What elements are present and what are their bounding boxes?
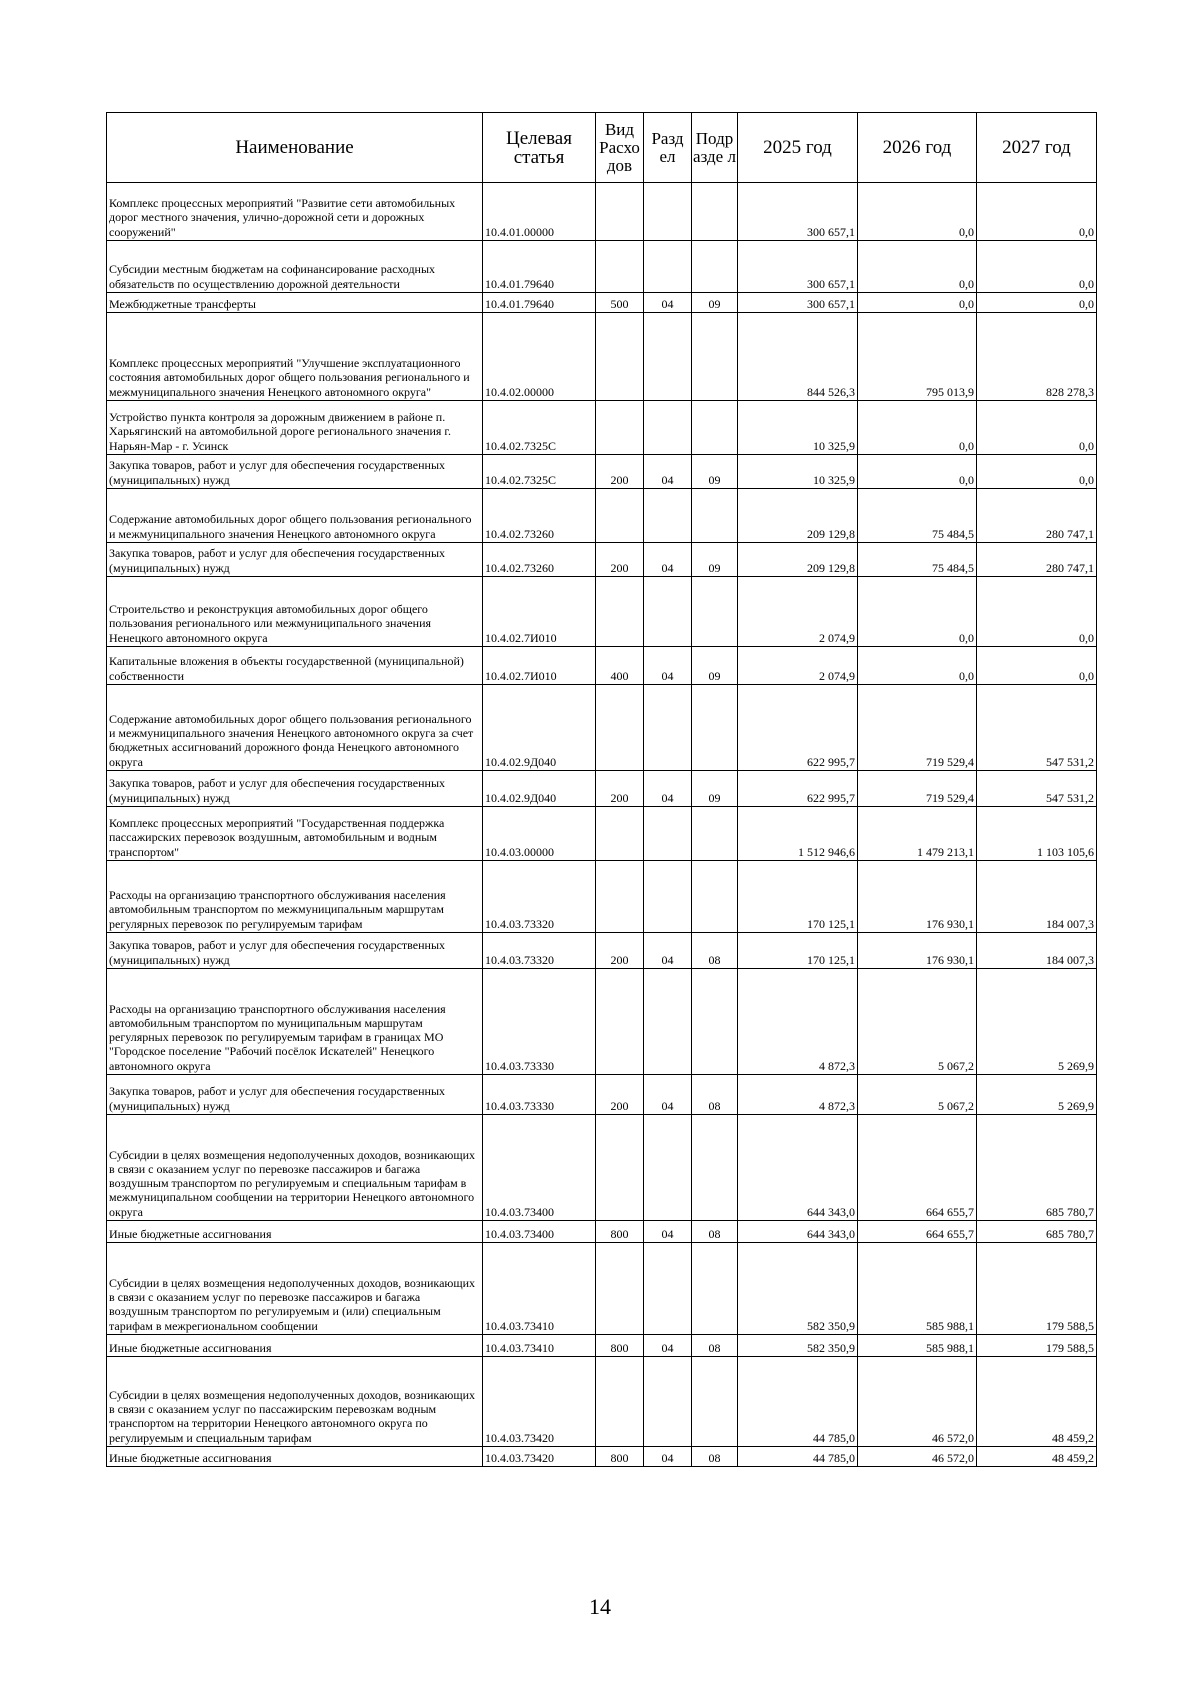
cell-year-2025: 4 872,3 xyxy=(738,969,858,1075)
cell-name: Устройство пункта контроля за дорожным движением в районе п. Харьягинский на автомобильной дороге регионального значения г. Нарьян-Мар - г. Усинск xyxy=(107,401,483,455)
cell-section: 04 xyxy=(644,293,692,313)
cell-expense-type xyxy=(596,685,644,771)
cell-year-2027: 0,0 xyxy=(977,293,1097,313)
cell-year-2027: 48 459,2 xyxy=(977,1447,1097,1467)
cell-expense-type xyxy=(596,401,644,455)
table-row xyxy=(107,969,1097,1075)
cell-section xyxy=(644,1115,692,1221)
cell-expense-type: 200 xyxy=(596,933,644,969)
cell-year-2025: 300 657,1 xyxy=(738,183,858,241)
cell-subsection: 09 xyxy=(692,543,738,577)
cell-year-2027: 0,0 xyxy=(977,647,1097,685)
cell-year-2025: 582 350,9 xyxy=(738,1243,858,1335)
cell-expense-type: 800 xyxy=(596,1335,644,1357)
cell-name: Иные бюджетные ассигнования xyxy=(107,1335,483,1357)
cell-year-2025: 10 325,9 xyxy=(738,455,858,489)
table-row xyxy=(107,543,1097,577)
table-row xyxy=(107,1243,1097,1335)
cell-year-2025: 644 343,0 xyxy=(738,1221,858,1243)
cell-year-2027: 48 459,2 xyxy=(977,1357,1097,1447)
cell-year-2025: 170 125,1 xyxy=(738,933,858,969)
cell-year-2027: 0,0 xyxy=(977,401,1097,455)
cell-expense-type: 800 xyxy=(596,1221,644,1243)
cell-expense-type xyxy=(596,241,644,293)
header-expense-type: Вид Расхо дов xyxy=(596,113,644,183)
cell-year-2025: 844 526,3 xyxy=(738,313,858,401)
cell-year-2027: 5 269,9 xyxy=(977,1075,1097,1115)
cell-year-2026: 0,0 xyxy=(858,241,977,293)
cell-year-2025: 170 125,1 xyxy=(738,861,858,933)
cell-expense-type: 800 xyxy=(596,1447,644,1467)
cell-year-2026: 1 479 213,1 xyxy=(858,807,977,861)
cell-year-2026: 5 067,2 xyxy=(858,1075,977,1115)
cell-section xyxy=(644,807,692,861)
cell-expense-type: 500 xyxy=(596,293,644,313)
cell-expense-type xyxy=(596,313,644,401)
header-year-2025: 2025 год xyxy=(738,113,858,183)
cell-target-article: 10.4.03.73330 xyxy=(483,1075,596,1115)
cell-section xyxy=(644,183,692,241)
cell-year-2025: 622 995,7 xyxy=(738,685,858,771)
cell-name: Субсидии в целях возмещения недополученных доходов, возникающих в связи с оказанием услуг по пассажирским перевозкам водным транспортом на территории Ненецкого автономного округа по регулируемым и специальным тарифам xyxy=(107,1357,483,1447)
cell-year-2027: 0,0 xyxy=(977,183,1097,241)
cell-year-2026: 0,0 xyxy=(858,577,977,647)
cell-subsection xyxy=(692,1357,738,1447)
cell-year-2027: 0,0 xyxy=(977,577,1097,647)
cell-section: 04 xyxy=(644,1221,692,1243)
cell-target-article: 10.4.03.73400 xyxy=(483,1221,596,1243)
cell-name: Комплекс процессных мероприятий "Государственная поддержка пассажирских перевозок воздушным, автомобильным и водным транспортом" xyxy=(107,807,483,861)
cell-year-2025: 644 343,0 xyxy=(738,1115,858,1221)
cell-expense-type: 200 xyxy=(596,455,644,489)
header-subsection: Подр азде л xyxy=(692,113,738,183)
table-row xyxy=(107,401,1097,455)
cell-year-2026: 795 013,9 xyxy=(858,313,977,401)
cell-year-2025: 622 995,7 xyxy=(738,771,858,807)
cell-name: Комплекс процессных мероприятий "Развитие сети автомобильных дорог местного значения, улично-дорожной сети и дорожных сооружений" xyxy=(107,183,483,241)
table-row xyxy=(107,933,1097,969)
cell-name: Содержание автомобильных дорог общего пользования регионального и межмуниципального значения Ненецкого автономного округа за счет бюджетных ассигнований дорожного фонда Ненецкого автономного округа xyxy=(107,685,483,771)
cell-year-2026: 5 067,2 xyxy=(858,969,977,1075)
cell-name: Иные бюджетные ассигнования xyxy=(107,1221,483,1243)
cell-subsection: 09 xyxy=(692,647,738,685)
cell-year-2026: 75 484,5 xyxy=(858,489,977,543)
cell-year-2026: 0,0 xyxy=(858,293,977,313)
cell-expense-type: 200 xyxy=(596,543,644,577)
cell-expense-type xyxy=(596,183,644,241)
cell-subsection: 09 xyxy=(692,771,738,807)
cell-target-article: 10.4.02.73260 xyxy=(483,489,596,543)
table-row xyxy=(107,647,1097,685)
cell-subsection xyxy=(692,1243,738,1335)
cell-year-2025: 300 657,1 xyxy=(738,293,858,313)
cell-name: Субсидии в целях возмещения недополученных доходов, возникающих в связи с оказанием услуг по перевозке пассажиров и багажа воздушным транспортом по регулируемым и (или) специальным тарифам в межрегиональном сообщении xyxy=(107,1243,483,1335)
cell-year-2027: 280 747,1 xyxy=(977,543,1097,577)
cell-year-2025: 44 785,0 xyxy=(738,1357,858,1447)
cell-subsection xyxy=(692,1115,738,1221)
cell-subsection: 08 xyxy=(692,1221,738,1243)
cell-year-2026: 719 529,4 xyxy=(858,771,977,807)
cell-year-2026: 75 484,5 xyxy=(858,543,977,577)
cell-subsection xyxy=(692,861,738,933)
table-row xyxy=(107,313,1097,401)
cell-year-2026: 664 655,7 xyxy=(858,1221,977,1243)
cell-year-2025: 2 074,9 xyxy=(738,577,858,647)
cell-expense-type: 200 xyxy=(596,1075,644,1115)
cell-target-article: 10.4.03.73400 xyxy=(483,1115,596,1221)
cell-subsection xyxy=(692,577,738,647)
cell-target-article: 10.4.03.73320 xyxy=(483,861,596,933)
cell-section xyxy=(644,489,692,543)
cell-section xyxy=(644,401,692,455)
cell-section xyxy=(644,1357,692,1447)
table-row xyxy=(107,577,1097,647)
cell-subsection: 09 xyxy=(692,293,738,313)
table-row xyxy=(107,241,1097,293)
cell-year-2025: 2 074,9 xyxy=(738,647,858,685)
cell-name: Иные бюджетные ассигнования xyxy=(107,1447,483,1467)
cell-year-2026: 0,0 xyxy=(858,647,977,685)
cell-year-2025: 300 657,1 xyxy=(738,241,858,293)
cell-year-2027: 1 103 105,6 xyxy=(977,807,1097,861)
cell-subsection: 08 xyxy=(692,1447,738,1467)
cell-target-article: 10.4.01.79640 xyxy=(483,293,596,313)
cell-section: 04 xyxy=(644,455,692,489)
cell-target-article: 10.4.02.9Д040 xyxy=(483,771,596,807)
table-row xyxy=(107,1335,1097,1357)
cell-target-article: 10.4.02.73260 xyxy=(483,543,596,577)
table-row xyxy=(107,807,1097,861)
cell-year-2027: 184 007,3 xyxy=(977,933,1097,969)
cell-target-article: 10.4.03.73320 xyxy=(483,933,596,969)
table-row xyxy=(107,1447,1097,1467)
cell-target-article: 10.4.03.73420 xyxy=(483,1357,596,1447)
cell-section: 04 xyxy=(644,543,692,577)
cell-name: Расходы на организацию транспортного обслуживания населения автомобильным транспортом по межмуниципальным маршрутам регулярных перевозок по регулируемым тарифам xyxy=(107,861,483,933)
cell-expense-type xyxy=(596,1115,644,1221)
cell-name: Комплекс процессных мероприятий "Улучшение эксплуатационного состояния автомобильных дорог общего пользования регионального и межмуниципального значения Ненецкого автономного округа" xyxy=(107,313,483,401)
header-year-2026: 2026 год xyxy=(858,113,977,183)
cell-target-article: 10.4.01.00000 xyxy=(483,183,596,241)
cell-target-article: 10.4.02.00000 xyxy=(483,313,596,401)
table-row xyxy=(107,1115,1097,1221)
cell-year-2025: 582 350,9 xyxy=(738,1335,858,1357)
cell-expense-type: 200 xyxy=(596,771,644,807)
cell-target-article: 10.4.03.73330 xyxy=(483,969,596,1075)
cell-name: Закупка товаров, работ и услуг для обеспечения государственных (муниципальных) нужд xyxy=(107,933,483,969)
cell-section xyxy=(644,313,692,401)
cell-section xyxy=(644,969,692,1075)
cell-expense-type: 400 xyxy=(596,647,644,685)
cell-name: Капитальные вложения в объекты государственной (муниципальной) собственности xyxy=(107,647,483,685)
cell-year-2026: 176 930,1 xyxy=(858,861,977,933)
cell-subsection xyxy=(692,807,738,861)
header-name: Наименование xyxy=(107,113,483,183)
cell-year-2025: 4 872,3 xyxy=(738,1075,858,1115)
cell-subsection: 08 xyxy=(692,933,738,969)
header-target-article: Целевая статья xyxy=(483,113,596,183)
header-section: Разд ел xyxy=(644,113,692,183)
cell-year-2026: 46 572,0 xyxy=(858,1447,977,1467)
cell-target-article: 10.4.02.7325С xyxy=(483,455,596,489)
cell-year-2026: 0,0 xyxy=(858,455,977,489)
cell-expense-type xyxy=(596,807,644,861)
cell-expense-type xyxy=(596,489,644,543)
cell-year-2026: 719 529,4 xyxy=(858,685,977,771)
cell-year-2026: 46 572,0 xyxy=(858,1357,977,1447)
cell-expense-type xyxy=(596,1357,644,1447)
cell-subsection: 08 xyxy=(692,1335,738,1357)
cell-section: 04 xyxy=(644,771,692,807)
cell-subsection: 09 xyxy=(692,455,738,489)
cell-year-2026: 585 988,1 xyxy=(858,1243,977,1335)
cell-year-2026: 664 655,7 xyxy=(858,1115,977,1221)
cell-target-article: 10.4.01.79640 xyxy=(483,241,596,293)
cell-section: 04 xyxy=(644,1447,692,1467)
budget-table xyxy=(106,112,1097,1467)
table-row xyxy=(107,685,1097,771)
cell-name: Закупка товаров, работ и услуг для обеспечения государственных (муниципальных) нужд xyxy=(107,543,483,577)
table-row xyxy=(107,861,1097,933)
cell-year-2025: 209 129,8 xyxy=(738,543,858,577)
table-row xyxy=(107,489,1097,543)
cell-expense-type xyxy=(596,577,644,647)
cell-section xyxy=(644,577,692,647)
cell-year-2025: 10 325,9 xyxy=(738,401,858,455)
cell-name: Межбюджетные трансферты xyxy=(107,293,483,313)
cell-target-article: 10.4.02.9Д040 xyxy=(483,685,596,771)
table-row xyxy=(107,1221,1097,1243)
cell-year-2025: 209 129,8 xyxy=(738,489,858,543)
cell-section xyxy=(644,241,692,293)
cell-section: 04 xyxy=(644,647,692,685)
table-row xyxy=(107,771,1097,807)
cell-year-2027: 179 588,5 xyxy=(977,1243,1097,1335)
cell-year-2027: 179 588,5 xyxy=(977,1335,1097,1357)
page-number: 14 xyxy=(589,1594,611,1619)
cell-subsection xyxy=(692,489,738,543)
cell-name: Расходы на организацию транспортного обслуживания населения автомобильным транспортом по муниципальным маршрутам регулярных перевозок по регулируемым тарифам в границах МО "Городское поселение "Рабочий посёлок Искателей" Ненецкого автономного округа xyxy=(107,969,483,1075)
cell-name: Субсидии в целях возмещения недополученных доходов, возникающих в связи с оказанием услуг по перевозке пассажиров и багажа воздушным транспортом по регулируемым и специальным тарифам в межмуниципальном сообщении на территории Ненецкого автономного округа xyxy=(107,1115,483,1221)
cell-name: Закупка товаров, работ и услуг для обеспечения государственных (муниципальных) нужд xyxy=(107,455,483,489)
cell-subsection xyxy=(692,969,738,1075)
cell-subsection xyxy=(692,183,738,241)
cell-subsection xyxy=(692,401,738,455)
table-row xyxy=(107,1357,1097,1447)
cell-subsection: 08 xyxy=(692,1075,738,1115)
table-row xyxy=(107,455,1097,489)
cell-year-2027: 280 747,1 xyxy=(977,489,1097,543)
header-year-2027: 2027 год xyxy=(977,113,1097,183)
cell-target-article: 10.4.03.73420 xyxy=(483,1447,596,1467)
cell-expense-type xyxy=(596,1243,644,1335)
cell-section xyxy=(644,1243,692,1335)
cell-target-article: 10.4.02.7И010 xyxy=(483,577,596,647)
cell-year-2027: 685 780,7 xyxy=(977,1115,1097,1221)
cell-name: Содержание автомобильных дорог общего пользования регионального и межмуниципального значения Ненецкого автономного округа xyxy=(107,489,483,543)
cell-year-2025: 1 512 946,6 xyxy=(738,807,858,861)
cell-target-article: 10.4.03.00000 xyxy=(483,807,596,861)
cell-year-2027: 0,0 xyxy=(977,241,1097,293)
cell-target-article: 10.4.03.73410 xyxy=(483,1243,596,1335)
cell-year-2026: 0,0 xyxy=(858,401,977,455)
cell-name: Закупка товаров, работ и услуг для обеспечения государственных (муниципальных) нужд xyxy=(107,771,483,807)
cell-section: 04 xyxy=(644,1075,692,1115)
cell-target-article: 10.4.02.7И010 xyxy=(483,647,596,685)
cell-name: Закупка товаров, работ и услуг для обеспечения государственных (муниципальных) нужд xyxy=(107,1075,483,1115)
cell-year-2027: 0,0 xyxy=(977,455,1097,489)
cell-subsection xyxy=(692,313,738,401)
cell-year-2027: 685 780,7 xyxy=(977,1221,1097,1243)
cell-year-2025: 44 785,0 xyxy=(738,1447,858,1467)
cell-section: 04 xyxy=(644,1335,692,1357)
cell-section xyxy=(644,685,692,771)
cell-year-2027: 547 531,2 xyxy=(977,771,1097,807)
cell-year-2027: 5 269,9 xyxy=(977,969,1097,1075)
cell-year-2027: 184 007,3 xyxy=(977,861,1097,933)
cell-target-article: 10.4.03.73410 xyxy=(483,1335,596,1357)
cell-year-2027: 828 278,3 xyxy=(977,313,1097,401)
table-row xyxy=(107,293,1097,313)
cell-subsection xyxy=(692,241,738,293)
cell-section xyxy=(644,861,692,933)
cell-name: Строительство и реконструкция автомобильных дорог общего пользования регионального или межмуниципального значения Ненецкого автономного округа xyxy=(107,577,483,647)
cell-year-2027: 547 531,2 xyxy=(977,685,1097,771)
cell-name: Субсидии местным бюджетам на софинансирование расходных обязательств по осуществлению дорожной деятельности xyxy=(107,241,483,293)
table-body xyxy=(107,183,1097,1467)
cell-year-2026: 585 988,1 xyxy=(858,1335,977,1357)
table-row xyxy=(107,1075,1097,1115)
cell-section: 04 xyxy=(644,933,692,969)
cell-subsection xyxy=(692,685,738,771)
cell-expense-type xyxy=(596,861,644,933)
cell-expense-type xyxy=(596,969,644,1075)
cell-target-article: 10.4.02.7325С xyxy=(483,401,596,455)
cell-year-2026: 0,0 xyxy=(858,183,977,241)
header-row xyxy=(107,113,1097,183)
table-row xyxy=(107,183,1097,241)
cell-year-2026: 176 930,1 xyxy=(858,933,977,969)
